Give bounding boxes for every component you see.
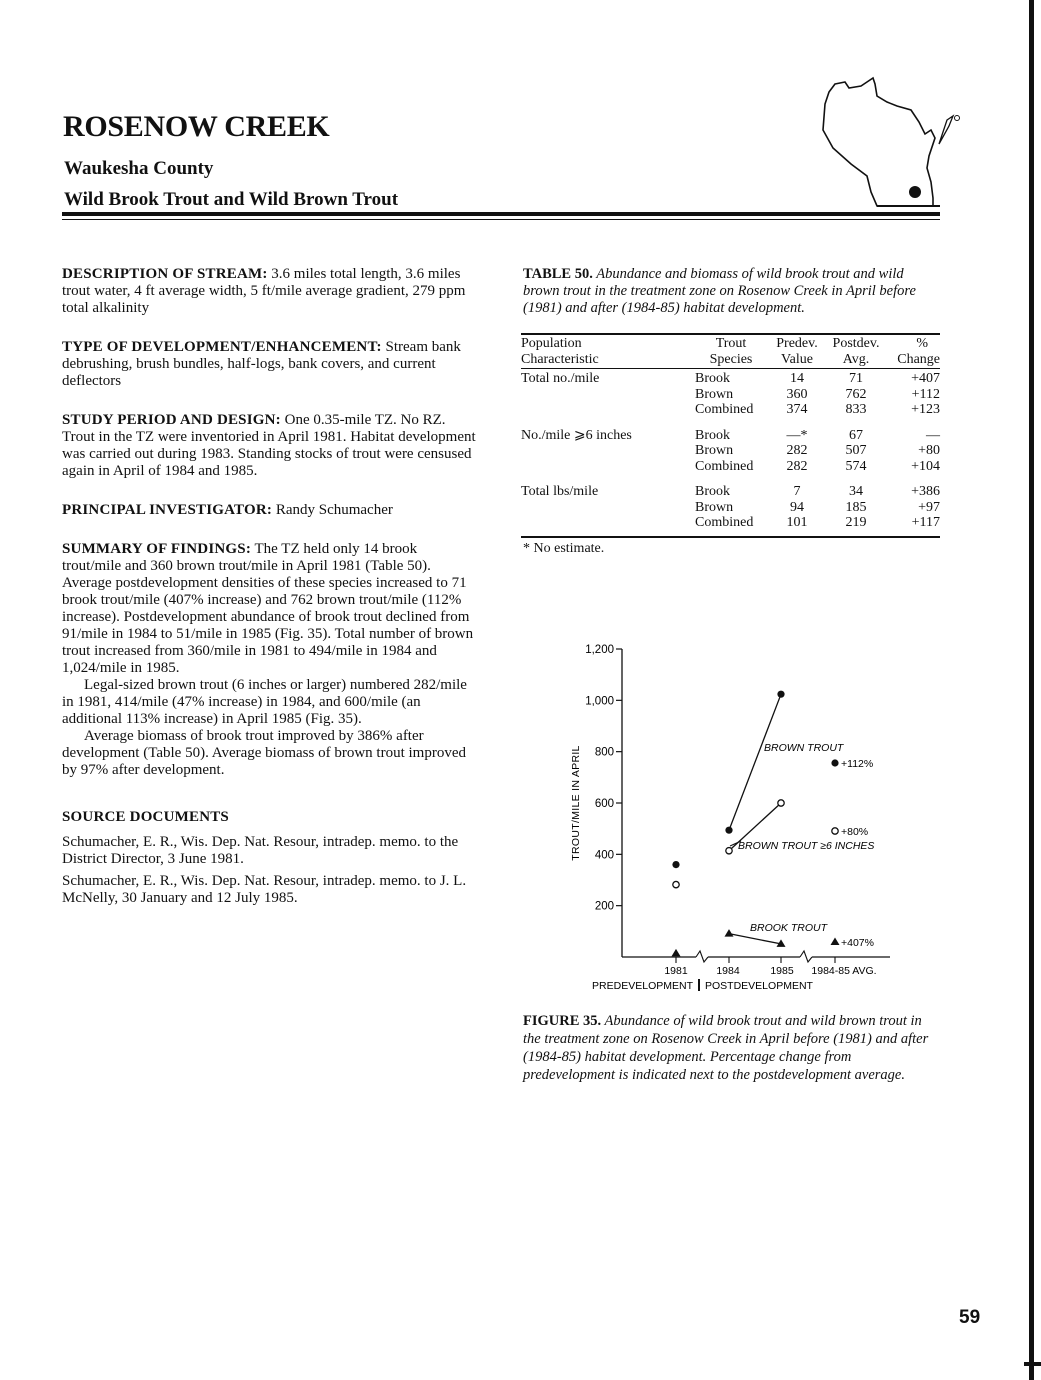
y-axis-label: TROUT/MILE IN APRIL bbox=[570, 745, 582, 861]
data-point bbox=[672, 861, 679, 868]
door-peninsula bbox=[939, 116, 953, 144]
data-point bbox=[726, 848, 732, 854]
investigator-text: Randy Schumacher bbox=[272, 502, 393, 518]
page-title: ROSENOW CREEK bbox=[63, 110, 330, 143]
y-tick-label: 1,000 bbox=[585, 695, 614, 708]
table-row: Combined 101 219 +117 bbox=[695, 515, 940, 530]
description-text: 3.6 miles total length, 3.6 miles trout water, 4 ft average width, 5 ft/mile average gradient, 279 ppm total alkalinity bbox=[62, 266, 466, 316]
table-footnote: * No estimate. bbox=[523, 541, 605, 556]
left-column bbox=[62, 266, 478, 907]
axis-break bbox=[800, 951, 812, 962]
percent-change-label: +80% bbox=[841, 826, 869, 838]
abundance-table bbox=[521, 336, 940, 531]
data-point bbox=[778, 800, 784, 806]
y-tick-label: 600 bbox=[594, 798, 614, 810]
x-label-predevelopment: PREDEVELOPMENT bbox=[592, 980, 693, 992]
y-tick-label: 800 bbox=[594, 746, 614, 759]
series-label: BROOK TROUT bbox=[750, 922, 828, 934]
development-text: Stream bank debrushing, brush bundles, half-logs, bank covers, and current deflectors bbox=[62, 339, 461, 389]
series-line bbox=[729, 934, 781, 944]
table-row: Brown 360 762 +112 bbox=[695, 386, 940, 402]
figure-caption bbox=[523, 1012, 943, 1084]
table-bottom-rule bbox=[521, 536, 940, 538]
summary-paragraph-2: Legal-sized brown trout (6 inches or larger) numbered 282/mile in 1981, 414/mile (47% increase) in 1984, and 600/mile (an additional 113% increase) in April 1985 (Fig. 35). bbox=[62, 677, 467, 727]
page-border-right bbox=[1029, 0, 1034, 1380]
header-postdev: Postdev. Avg. bbox=[827, 336, 885, 369]
source-item-1: Schumacher, E. R., Wis. Dep. Nat. Resour, intradep. memo. to the District Director, 3 June 1981. bbox=[62, 834, 459, 867]
table-caption-text: Abundance and biomass of wild brook trout and wild brown trout in the treatment zone on Rosenow Creek in April before (1981) and after (1984-85) habitat development. bbox=[523, 266, 916, 316]
island-mark bbox=[955, 116, 960, 121]
figure-label: FIGURE 35. bbox=[523, 1013, 602, 1029]
wisconsin-outline bbox=[823, 78, 935, 206]
summary-label: SUMMARY OF FINDINGS: bbox=[62, 541, 252, 557]
investigator-label: PRINCIPAL INVESTIGATOR: bbox=[62, 502, 273, 518]
table-label: TABLE 50. bbox=[523, 266, 593, 282]
wisconsin-locator-map bbox=[815, 72, 965, 217]
table-row: No./mile ⩾6 inches Brook —* 67 — bbox=[521, 427, 940, 443]
investigator-paragraph bbox=[62, 502, 478, 519]
page-border-corner bbox=[1024, 1362, 1041, 1366]
y-tick-label: 400 bbox=[594, 849, 614, 862]
description-label: DESCRIPTION OF STREAM: bbox=[62, 266, 268, 282]
table-row: Combined 282 574 +104 bbox=[695, 458, 940, 474]
trout-abundance-chart bbox=[552, 630, 912, 995]
header-change: % Change bbox=[885, 336, 940, 369]
table-row: Brown 282 507 +80 bbox=[695, 443, 940, 458]
page-number: 59 bbox=[959, 1307, 981, 1328]
x-label-postdevelopment: POSTDEVELOPMENT bbox=[705, 980, 813, 992]
study-text: One 0.35-mile TZ. No RZ. Trout in the TZ were inventoried in April 1981. Habitat development was carried out during 1983. Standing stocks of trout were censused again in April of 1984 and 1985. bbox=[62, 412, 476, 479]
y-tick-label: 200 bbox=[594, 900, 614, 913]
data-point bbox=[831, 759, 838, 766]
header-predev: Predev. Value bbox=[767, 336, 827, 369]
description-paragraph bbox=[62, 266, 478, 317]
header-rule-thin bbox=[62, 219, 940, 220]
data-point bbox=[832, 828, 838, 834]
table-row: Total lbs/mile Brook 7 34 +386 bbox=[521, 484, 940, 499]
data-point bbox=[725, 929, 734, 937]
data-point bbox=[672, 949, 681, 957]
source-item-2: Schumacher, E. R., Wis. Dep. Nat. Resour, intradep. memo. to J. L. McNelly, 30 January and 12 July 1985. bbox=[62, 873, 467, 906]
sources-heading: SOURCE DOCUMENTS bbox=[62, 809, 229, 825]
location-dot bbox=[909, 186, 921, 198]
header-characteristic: Population Characteristic bbox=[521, 336, 695, 369]
data-point bbox=[673, 881, 679, 887]
axis-break bbox=[696, 951, 708, 962]
series-label: BROWN TROUT ≥6 INCHES bbox=[738, 840, 875, 852]
percent-change-label: +407% bbox=[841, 937, 874, 949]
figure-caption-text: Abundance of wild brook trout and wild brown trout in the treatment zone on Rosenow Creek in April before (1981) and after (1984-85) habitat development. Percentage change from predevelopment is indicated next to the postdevelopment average. bbox=[523, 1013, 929, 1083]
table-row: Combined 374 833 +123 bbox=[695, 402, 940, 417]
development-label: TYPE OF DEVELOPMENT/ENHANCEMENT: bbox=[62, 339, 382, 355]
table-row: Total no./mile Brook 14 71 +407 bbox=[521, 371, 940, 386]
summary-paragraph-3: Average biomass of brook trout improved by 386% after development (Table 50). Average biomass of brown trout improved by 97% after development. bbox=[62, 728, 466, 778]
table-row: Brown 94 185 +97 bbox=[695, 499, 940, 515]
table-header-row bbox=[521, 336, 940, 369]
x-tick-label: 1984-85 AVG. bbox=[811, 965, 877, 977]
table-top-rule bbox=[521, 333, 940, 335]
x-tick-label: 1981 bbox=[664, 965, 688, 977]
x-tick-label: 1984 bbox=[716, 965, 740, 977]
x-tick-label: 1985 bbox=[770, 965, 794, 977]
species-subtitle: Wild Brook Trout and Wild Brown Trout bbox=[64, 189, 399, 210]
development-paragraph bbox=[62, 339, 478, 390]
data-point bbox=[831, 938, 840, 946]
study-label: STUDY PERIOD AND DESIGN: bbox=[62, 412, 281, 428]
percent-change-label: +112% bbox=[841, 758, 874, 770]
data-point bbox=[777, 691, 784, 698]
table-caption bbox=[523, 266, 941, 317]
header-species: Trout Species bbox=[695, 336, 767, 369]
county-subtitle: Waukesha County bbox=[64, 158, 214, 179]
data-point bbox=[725, 827, 732, 834]
y-tick-label: 1,200 bbox=[585, 644, 614, 656]
summary-paragraph-1 bbox=[62, 541, 478, 677]
summary-text-1: The TZ held only 14 brook trout/mile and 360 brown trout/mile in April 1981 (Table 50). Average postdevelopment densities of these species increased to 71 brook trout/mile (407% increase) and 762 brown trout/mile (112% increase). Postdevelopment abundance of brook trout declined from 91/mile in 1984 to 51/mile in 1985 (Fig. 35). Total number of brown trout increased from 360/mile in 1981 to 494/mile in 1984 and 1,024/mile in 1985. bbox=[62, 541, 474, 676]
header-rule-thick bbox=[62, 212, 940, 216]
series-label: BROWN TROUT bbox=[764, 742, 844, 754]
study-paragraph bbox=[62, 412, 478, 480]
